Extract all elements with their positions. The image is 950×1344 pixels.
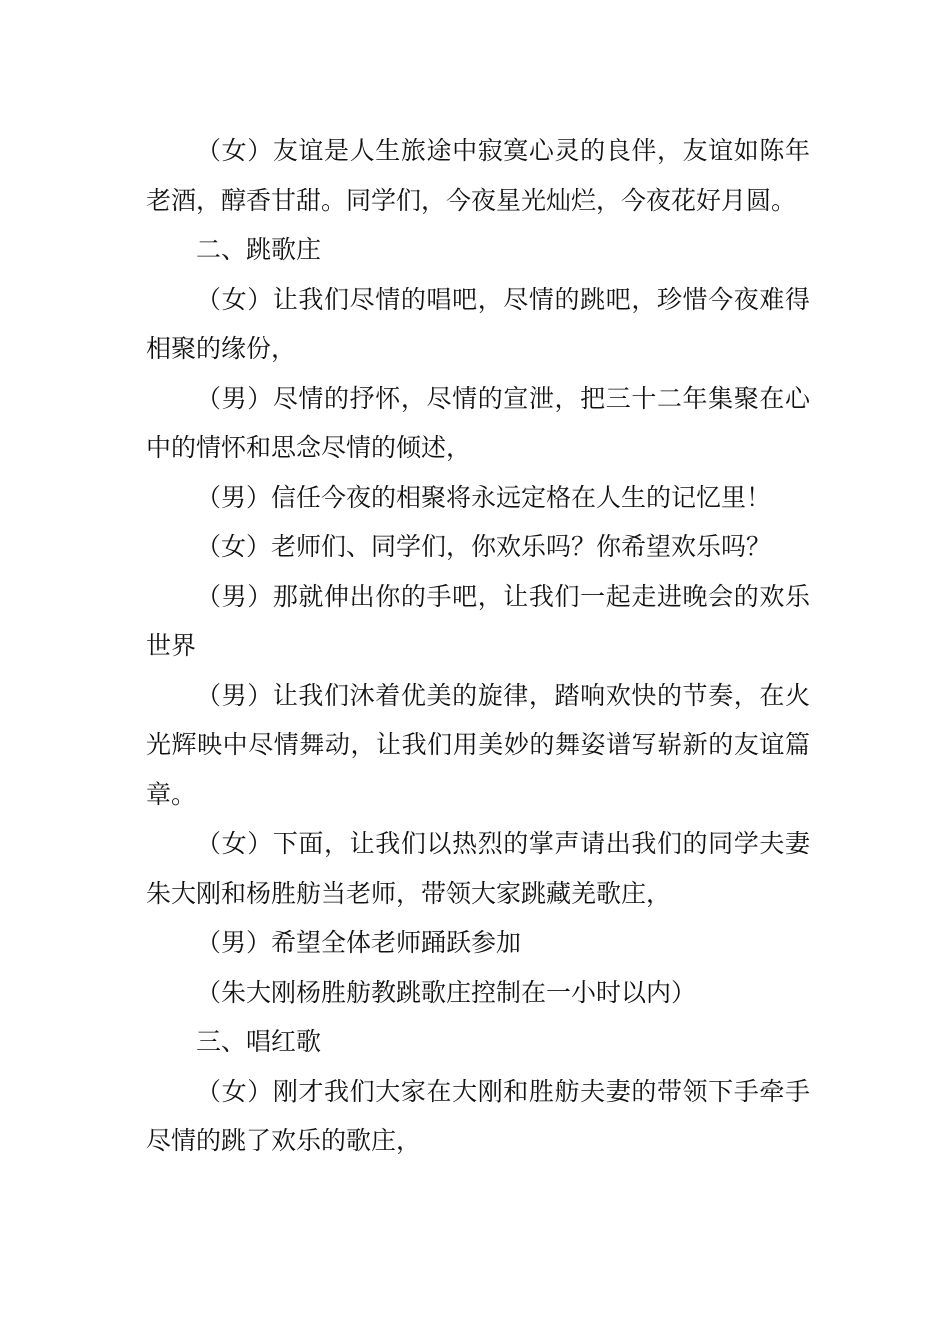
paragraph-after-dance: （女）刚才我们大家在大刚和胜舫夫妻的带领下手牵手尽情的跳了欢乐的歌庄， [146,1076,810,1155]
paragraph-time-note: （朱大刚杨胜舫教跳歌庄控制在一小时以内） [196,977,697,1007]
paragraph-participation: （男）希望全体老师踊跃参加 [196,928,522,957]
document-body [146,126,810,1166]
paragraph-invite-teachers: （女）下面，让我们以热烈的掌声请出我们的同学夫妻朱大刚和杨胜舫当老师，带领大家跳藏羌歌庄， [146,829,810,908]
paragraph-hands: （男）那就伸出你的手吧，让我们一起走进晚会的欢乐世界 [146,581,810,660]
paragraph-joy-question: （女）老师们、同学们，你欢乐吗？你希望欢乐吗？ [196,532,772,561]
paragraph-express-feelings: （男）尽情的抒怀，尽情的宣泄，把三十二年集聚在心中的情怀和思念尽情的倾述， [146,383,810,462]
paragraph-friendship: （女）友谊是人生旅途中寂寞心灵的良伴，友谊如陈年老酒，醇香甘甜。同学们，今夜星光灿烂，今夜花好月圆。 [146,136,810,215]
section-heading-dance: 二、跳歌庄 [196,235,322,264]
paragraph-memory: （男）信任今夜的相聚将永远定格在人生的记忆里！ [196,482,772,512]
paragraph-sing-dance: （女）让我们尽情的唱吧，尽情的跳吧，珍惜今夜难得相聚的缘份， [146,284,810,363]
paragraph-melody: （男）让我们沐着优美的旋律，踏响欢快的节奏，在火光辉映中尽情舞动，让我们用美妙的舞姿谱写崭新的友谊篇章。 [146,680,810,809]
section-heading-red-songs: 三、唱红歌 [196,1027,322,1056]
